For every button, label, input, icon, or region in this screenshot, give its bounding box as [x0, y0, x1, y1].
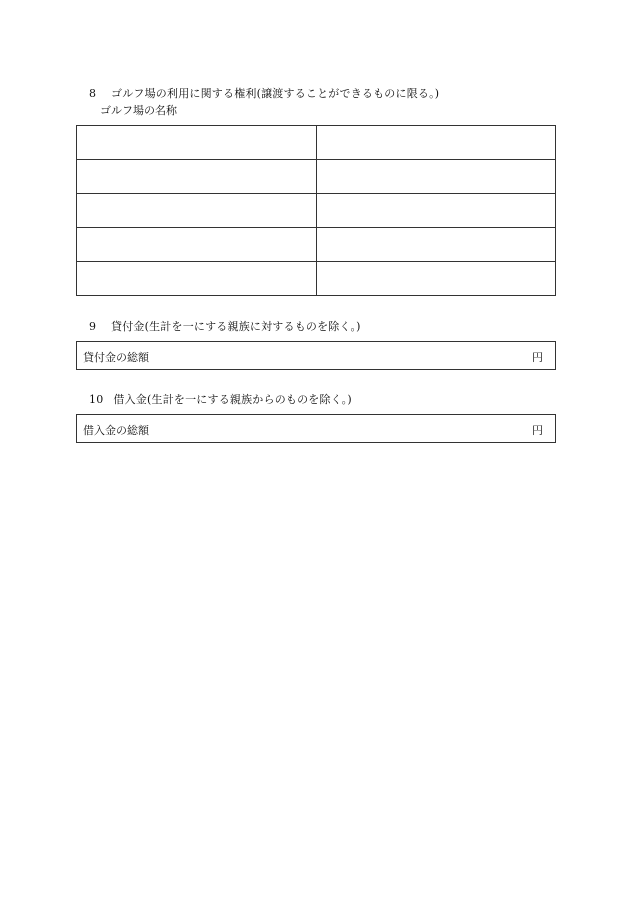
- table-row: [77, 194, 556, 228]
- loans-payable-total-label: 借入金の総額: [83, 424, 149, 437]
- table-row: [77, 262, 556, 296]
- golf-detail-cell[interactable]: [316, 262, 556, 296]
- golf-detail-cell[interactable]: [316, 126, 556, 160]
- loans-payable-total-field[interactable]: [76, 414, 556, 443]
- golf-detail-cell[interactable]: [316, 194, 556, 228]
- section-8-number: 8: [89, 87, 97, 100]
- golf-detail-cell[interactable]: [316, 160, 556, 194]
- section-9-number: 9: [89, 320, 97, 333]
- yen-unit: 円: [532, 351, 543, 364]
- golf-detail-cell[interactable]: [316, 228, 556, 262]
- golf-name-cell[interactable]: [77, 228, 317, 262]
- golf-course-name-label: ゴルフ場の名称: [100, 104, 177, 117]
- loans-receivable-total-field[interactable]: [76, 341, 556, 370]
- table-row: [77, 126, 556, 160]
- table-row: [77, 160, 556, 194]
- section-10-title: 借入金(生計を一にする親族からのものを除く。): [113, 393, 352, 406]
- section-10-heading: [89, 393, 352, 407]
- section-10-number: 10: [89, 393, 104, 406]
- golf-course-table: [76, 125, 556, 296]
- section-8-title: ゴルフ場の利用に関する権利(譲渡することができるものに限る。): [111, 87, 440, 100]
- section-9-heading: [89, 320, 361, 334]
- golf-name-cell[interactable]: [77, 194, 317, 228]
- golf-name-cell[interactable]: [77, 262, 317, 296]
- golf-name-cell[interactable]: [77, 126, 317, 160]
- section-8-heading: [89, 87, 439, 101]
- table-row: [77, 228, 556, 262]
- section-9-title: 貸付金(生計を一にする親族に対するものを除く。): [111, 320, 361, 333]
- yen-unit: 円: [532, 424, 543, 437]
- golf-name-cell[interactable]: [77, 160, 317, 194]
- loans-receivable-total-label: 貸付金の総額: [83, 351, 149, 364]
